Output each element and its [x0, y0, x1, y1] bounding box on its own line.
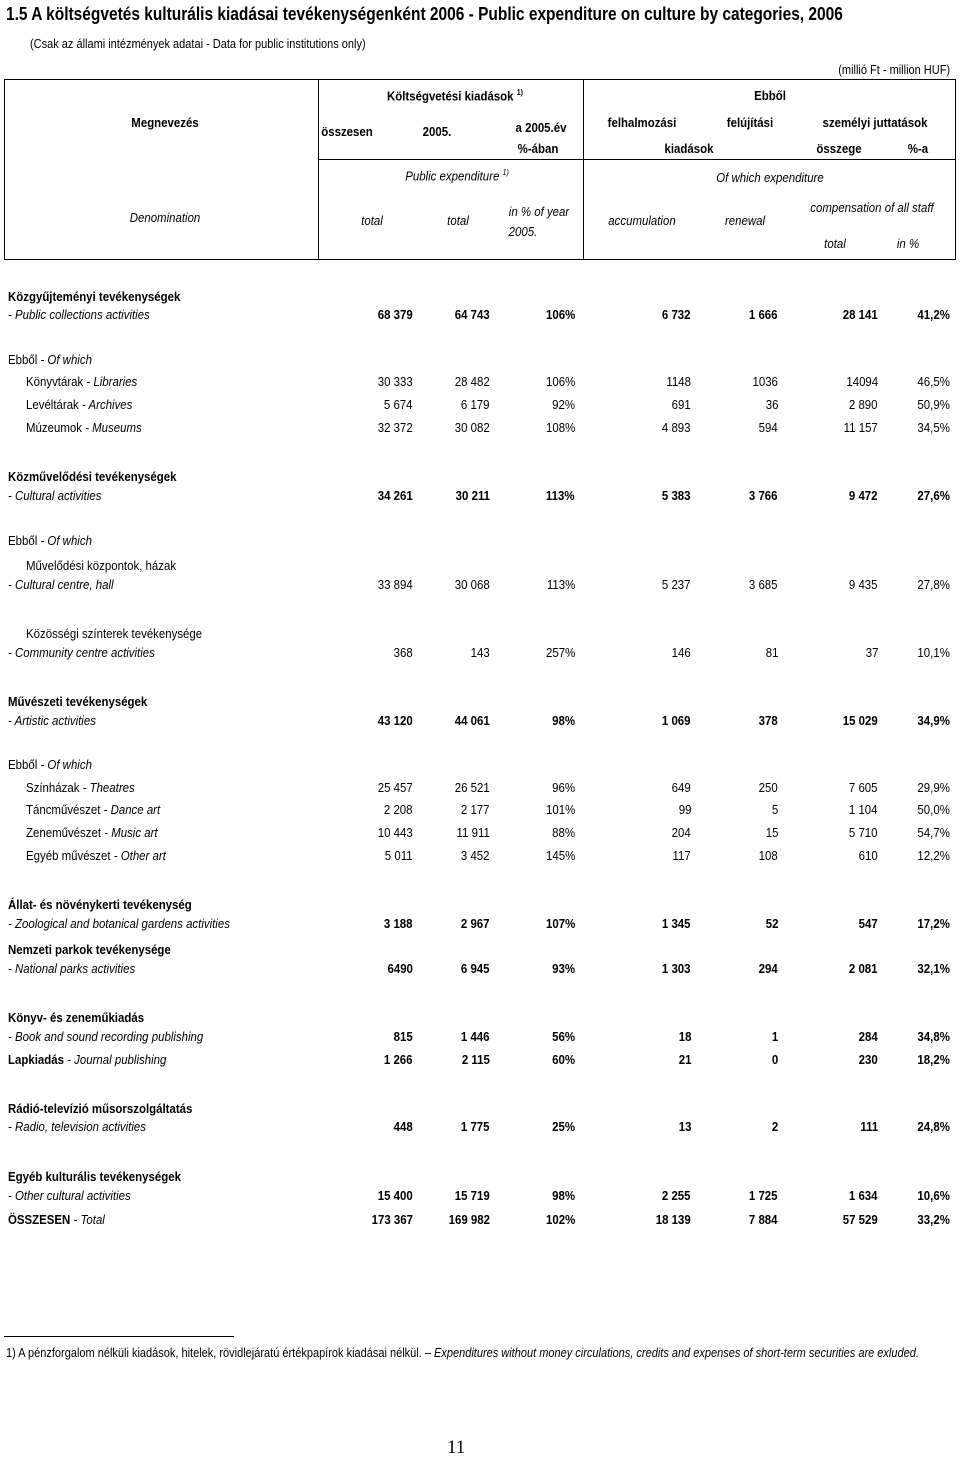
row-label	[8, 1169, 181, 1184]
cell-value: 1148	[666, 374, 691, 389]
header-kiadasok: kiadások	[664, 141, 714, 156]
header-ebbol: Ebből	[754, 88, 786, 103]
cell-value: 30 082	[455, 420, 490, 435]
cell-value: 57 529	[843, 1212, 878, 1227]
row-label-hu: ÖSSZESEN	[8, 1212, 71, 1227]
cell-value: 7 605	[849, 780, 878, 795]
cell-value: 2 255	[662, 1188, 691, 1203]
row-label	[8, 1212, 105, 1227]
cell-value: 145%	[545, 848, 575, 863]
cell-value: 26 521	[455, 780, 490, 795]
cell-value: 14094	[846, 374, 878, 389]
row-label-en: - Dance art	[100, 802, 161, 817]
cell-value: 547	[858, 916, 878, 931]
table-row	[0, 575, 960, 597]
cell-value: 6 732	[662, 307, 691, 322]
cell-value: 111	[860, 1119, 878, 1134]
header-public-expenditure: Public expenditure $^{1)}$	[405, 168, 509, 184]
row-label	[8, 942, 171, 957]
row-label-hu: Rádió-televízió műsorszolgáltatás	[8, 1101, 193, 1116]
cell-value: 250	[758, 780, 778, 795]
cell-value: 99	[678, 802, 691, 817]
row-label-hu: Színházak	[26, 780, 80, 795]
cell-value: 2	[771, 1119, 778, 1134]
cell-value: 9 472	[849, 488, 878, 503]
row-label	[8, 307, 150, 322]
cell-value: 88%	[552, 825, 575, 840]
cell-value: 64 743	[455, 307, 490, 322]
header-pct-a: %-a	[907, 141, 929, 156]
header-2005: 2005.	[422, 124, 452, 139]
cell-value: 2 208	[384, 802, 413, 817]
footnote: 1) A pénzforgalom nélküli kiadások, hitelek, rövidlejáratú értékpapírok kiadásai nélkül. – Expenditures without money circulations, credits and expenses of short-term securities are exluded.	[6, 1346, 919, 1360]
row-label	[8, 533, 92, 548]
cell-value: 60%	[552, 1052, 575, 1067]
cell-value: 108	[758, 848, 778, 863]
header-of-which-expenditure: Of which expenditure	[716, 170, 824, 185]
cell-value: 21	[678, 1052, 691, 1067]
row-label	[8, 694, 147, 709]
header-koltsegvetesi: Költségvetési kiadások $^{1)}$	[386, 88, 524, 104]
page-subtitle: (Csak az állami intézmények adatai - Data for public institutions only)	[30, 37, 366, 51]
cell-value: 9 435	[849, 577, 878, 592]
cell-value: 448	[393, 1119, 413, 1134]
cell-value: 98%	[552, 713, 575, 728]
row-label-en: - Total	[70, 1212, 105, 1227]
cell-value: 44 061	[455, 713, 490, 728]
row-label-en: - Cultural centre, hall	[8, 577, 114, 592]
cell-value: 1 725	[749, 1188, 778, 1203]
cell-value: 5 710	[849, 825, 878, 840]
cell-value: 7 884	[749, 1212, 778, 1227]
row-label	[8, 897, 192, 912]
row-label-en: - Artistic activities	[8, 713, 96, 728]
table-row	[0, 418, 960, 440]
row-label	[8, 469, 177, 484]
row-label-hu: Közművelődési tevékenységek	[8, 469, 177, 484]
table-row-label	[0, 350, 960, 372]
cell-value: 6 945	[461, 961, 490, 976]
unit-note: (millió Ft - million HUF)	[838, 63, 950, 77]
cell-value: 1 775	[461, 1119, 490, 1134]
cell-value: 3 766	[749, 488, 778, 503]
cell-value: 34 261	[378, 488, 413, 503]
row-label-en: - Cultural activities	[8, 488, 102, 503]
row-label	[8, 713, 96, 728]
cell-value: 18 139	[656, 1212, 691, 1227]
row-label-hu: Levéltárak	[26, 397, 79, 412]
row-label	[8, 645, 155, 660]
cell-value: 93%	[552, 961, 575, 976]
row-label	[26, 802, 160, 817]
row-label-hu: Közösségi színterek tevékenysége	[26, 626, 203, 641]
table-row	[0, 800, 960, 822]
cell-value: 2 967	[461, 916, 490, 931]
cell-value: 284	[858, 1029, 878, 1044]
cell-value: 46,5%	[917, 374, 950, 389]
header-felhalmozasi: felhalmozási	[607, 115, 677, 130]
cell-value: 10 443	[378, 825, 413, 840]
row-label-hu: Művészeti tevékenységek	[8, 694, 148, 709]
row-label	[26, 558, 176, 573]
table-row	[0, 1186, 960, 1208]
row-label-en: - Radio, television activities	[8, 1119, 146, 1134]
cell-value: 1 104	[849, 802, 878, 817]
table-row	[0, 1117, 960, 1139]
table-row	[0, 1027, 960, 1049]
row-label	[8, 289, 180, 304]
row-label-hu: Művelődési központok, házak	[26, 558, 177, 573]
cell-value: 30 211	[455, 488, 490, 503]
cell-value: 610	[858, 848, 878, 863]
header-divider	[583, 80, 584, 259]
cell-value: 27,6%	[917, 488, 950, 503]
header-osszege: összege	[816, 141, 862, 156]
row-label	[26, 397, 132, 412]
cell-value: 92%	[552, 397, 575, 412]
row-label-en: - Libraries	[83, 374, 138, 389]
table-row	[0, 643, 960, 665]
cell-value: 815	[393, 1029, 413, 1044]
cell-value: 15 029	[843, 713, 878, 728]
cell-value: 32 372	[378, 420, 413, 435]
cell-value: 691	[671, 397, 691, 412]
header-total-1: total	[361, 213, 383, 228]
cell-value: 28 141	[843, 307, 878, 322]
cell-value: 15 400	[378, 1188, 413, 1203]
cell-value: 106%	[545, 307, 575, 322]
header-2005b: 2005.	[508, 224, 538, 239]
header-total-2: total	[447, 213, 469, 228]
cell-value: 28 482	[455, 374, 490, 389]
cell-value: 50,9%	[917, 397, 950, 412]
header-osszesen: összesen	[321, 124, 373, 139]
row-label	[26, 626, 202, 641]
header-total-3: total	[824, 236, 846, 251]
row-label	[8, 1119, 146, 1134]
cell-value: 56%	[552, 1029, 575, 1044]
row-label-hu: Ebből	[8, 352, 38, 367]
header-a2005ev: a 2005.év	[515, 120, 567, 135]
table-row	[0, 711, 960, 733]
row-label	[8, 961, 135, 976]
header-megnevezes: Megnevezés	[131, 115, 199, 130]
header-aban: %-ában	[517, 141, 559, 156]
cell-value: 5	[771, 802, 778, 817]
row-label	[26, 420, 142, 435]
cell-value: 204	[671, 825, 691, 840]
cell-value: 34,5%	[917, 420, 950, 435]
row-label	[8, 577, 114, 592]
table-row-label	[0, 755, 960, 777]
row-label-en: - Other cultural activities	[8, 1188, 131, 1203]
cell-value: 257%	[545, 645, 575, 660]
cell-value: 11 157	[843, 420, 878, 435]
row-label	[8, 757, 92, 772]
cell-value: 29,9%	[917, 780, 950, 795]
cell-value: 34,8%	[917, 1029, 950, 1044]
row-label	[8, 352, 92, 367]
cell-value: 1 266	[384, 1052, 413, 1067]
cell-value: 1036	[752, 374, 778, 389]
cell-value: 68 379	[378, 307, 413, 322]
row-label-hu: Könyvtárak	[26, 374, 84, 389]
cell-value: 32,1%	[917, 961, 950, 976]
cell-value: 143	[470, 645, 490, 660]
row-label-hu: Táncművészet	[26, 802, 101, 817]
cell-value: 0	[771, 1052, 778, 1067]
cell-value: 1 345	[662, 916, 691, 931]
cell-value: 33 894	[378, 577, 413, 592]
table-row	[0, 486, 960, 508]
row-label	[8, 1188, 131, 1203]
cell-value: 5 237	[662, 577, 691, 592]
cell-value: 30 068	[455, 577, 490, 592]
cell-value: 15	[765, 825, 778, 840]
cell-value: 4 893	[662, 420, 691, 435]
header-in-pct-year: in % of year	[508, 204, 570, 219]
cell-value: 13	[678, 1119, 691, 1134]
row-label-en: - Music art	[101, 825, 158, 840]
cell-value: 368	[393, 645, 413, 660]
row-label-hu: Könyv- és zeneműkiadás	[8, 1010, 145, 1025]
cell-value: 5 011	[385, 848, 413, 863]
cell-value: 1 069	[662, 713, 691, 728]
cell-value: 5 674	[384, 397, 413, 412]
cell-value: 43 120	[378, 713, 413, 728]
cell-value: 113%	[546, 577, 575, 592]
row-label-en: - Museums	[81, 420, 142, 435]
cell-value: 11 911	[456, 825, 490, 840]
cell-value: 3 452	[461, 848, 490, 863]
cell-value: 98%	[552, 1188, 575, 1203]
row-label-en: - Public collections activities	[8, 307, 150, 322]
header-renewal: renewal	[724, 213, 766, 228]
cell-value: 107%	[545, 916, 575, 931]
table-row	[0, 846, 960, 868]
cell-value: 30 333	[378, 374, 413, 389]
cell-value: 10,1%	[917, 645, 950, 660]
table-row	[0, 372, 960, 394]
row-label	[8, 1101, 192, 1116]
header-in-pct: in %	[896, 236, 920, 251]
row-label-en: - Other art	[110, 848, 166, 863]
cell-value: 101%	[545, 802, 575, 817]
table-row	[0, 823, 960, 845]
header-denomination: Denomination	[129, 210, 201, 225]
row-label	[26, 848, 166, 863]
row-label	[8, 1029, 203, 1044]
header-szemelyi: személyi juttatások	[822, 115, 928, 130]
cell-value: 12,2%	[917, 848, 950, 863]
cell-value: 294	[758, 961, 778, 976]
cell-value: 3 685	[749, 577, 778, 592]
cell-value: 169 982	[448, 1212, 490, 1227]
cell-value: 15 719	[455, 1188, 490, 1203]
table-row	[0, 395, 960, 417]
cell-value: 2 890	[849, 397, 878, 412]
cell-value: 96%	[552, 780, 575, 795]
header-divider	[318, 159, 955, 160]
cell-value: 36	[765, 397, 778, 412]
cell-value: 2 115	[461, 1052, 490, 1067]
table-row	[0, 1210, 960, 1232]
page-title: 1.5 A költségvetés kulturális kiadásai tevékenységenként 2006 - Public expenditure on culture by categories, 2006	[6, 4, 843, 24]
row-label-en: - Theatres	[79, 780, 135, 795]
row-label	[26, 780, 135, 795]
cell-value: 1 446	[461, 1029, 490, 1044]
cell-value: 117	[672, 848, 691, 863]
table-row	[0, 305, 960, 327]
cell-value: 10,6%	[917, 1188, 950, 1203]
table-row	[0, 914, 960, 936]
cell-value: 81	[765, 645, 778, 660]
footnote-divider	[4, 1336, 234, 1337]
table-header	[4, 79, 956, 260]
row-label-hu: Egyéb művészet	[26, 848, 111, 863]
row-label-hu: Ebből	[8, 757, 38, 772]
row-label-hu: Lapkiadás	[8, 1052, 64, 1067]
cell-value: 594	[758, 420, 778, 435]
cell-value: 34,9%	[917, 713, 950, 728]
cell-value: 1	[771, 1029, 778, 1044]
cell-value: 108%	[545, 420, 575, 435]
cell-value: 1 303	[662, 961, 691, 976]
row-label-hu: Nemzeti parkok tevékenysége	[8, 942, 171, 957]
cell-value: 230	[858, 1052, 878, 1067]
table-row	[0, 1050, 960, 1072]
cell-value: 37	[865, 645, 878, 660]
row-label-en: - Community centre activities	[8, 645, 155, 660]
row-label-en: - Of which	[37, 757, 92, 772]
cell-value: 146	[671, 645, 691, 660]
row-label	[26, 374, 137, 389]
cell-value: 6 179	[461, 397, 490, 412]
row-label-hu: Ebből	[8, 533, 38, 548]
page-number: 11	[447, 1437, 466, 1458]
cell-value: 24,8%	[917, 1119, 950, 1134]
cell-value: 2 177	[461, 802, 490, 817]
cell-value: 173 367	[371, 1212, 413, 1227]
cell-value: 52	[765, 916, 778, 931]
cell-value: 41,2%	[917, 307, 950, 322]
header-divider	[318, 80, 319, 259]
row-label	[8, 1052, 166, 1067]
row-label	[8, 1010, 144, 1025]
row-label-hu: Múzeumok	[26, 420, 82, 435]
row-label-hu: Állat- és növénykerti tevékenység	[8, 897, 192, 912]
cell-value: 102%	[545, 1212, 575, 1227]
cell-value: 27,8%	[917, 577, 950, 592]
header-compensation: compensation of all staff	[810, 200, 934, 215]
row-label	[26, 825, 158, 840]
cell-value: 1 666	[749, 307, 778, 322]
row-label-en: - Journal publishing	[63, 1052, 167, 1067]
cell-value: 25 457	[378, 780, 413, 795]
cell-value: 6490	[387, 961, 413, 976]
cell-value: 18	[678, 1029, 691, 1044]
cell-value: 18,2%	[917, 1052, 950, 1067]
cell-value: 17,2%	[917, 916, 950, 931]
row-label	[8, 488, 101, 503]
cell-value: 50,0%	[917, 802, 950, 817]
cell-value: 113%	[546, 488, 575, 503]
row-label-en: - Book and sound recording publishing	[8, 1029, 204, 1044]
cell-value: 649	[671, 780, 691, 795]
row-label-hu: Zeneművészet	[26, 825, 102, 840]
header-felujitasi: felújítási	[726, 115, 774, 130]
cell-value: 33,2%	[917, 1212, 950, 1227]
header-accumulation: accumulation	[608, 213, 676, 228]
row-label-en: - Of which	[37, 352, 92, 367]
table-row	[0, 778, 960, 800]
row-label	[8, 916, 230, 931]
cell-value: 54,7%	[917, 825, 950, 840]
cell-value: 106%	[545, 374, 575, 389]
cell-value: 1 634	[849, 1188, 878, 1203]
row-label-en: - Zoological and botanical gardens activities	[8, 916, 230, 931]
row-label-en: - National parks activities	[8, 961, 136, 976]
row-label-en: - Of which	[37, 533, 92, 548]
row-label-hu: Egyéb kulturális tevékenységek	[8, 1169, 181, 1184]
cell-value: 5 383	[662, 488, 691, 503]
cell-value: 2 081	[849, 961, 878, 976]
row-label-hu: Közgyűjteményi tevékenységek	[8, 289, 181, 304]
table-row	[0, 959, 960, 981]
cell-value: 3 188	[384, 916, 413, 931]
row-label-en: - Archives	[78, 397, 133, 412]
cell-value: 25%	[552, 1119, 575, 1134]
cell-value: 378	[758, 713, 778, 728]
table-row-label	[0, 531, 960, 553]
